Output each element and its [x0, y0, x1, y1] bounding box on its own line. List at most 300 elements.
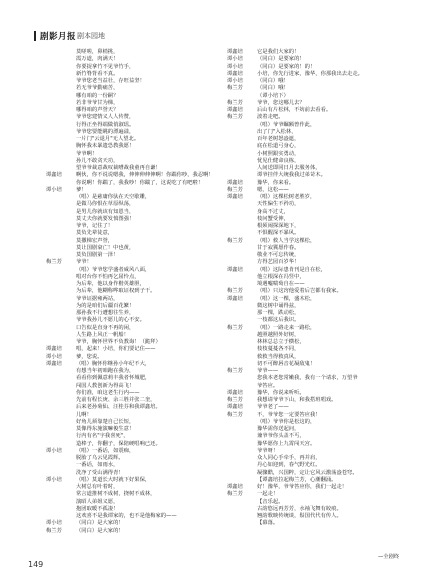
script-line: [46, 390, 206, 397]
speaker-name: [227, 332, 257, 339]
script-line: [227, 477, 397, 484]
speaker-name: [46, 201, 76, 208]
speaker-name: [46, 78, 76, 85]
speaker-name: 谭鑫培: [227, 266, 243, 273]
script-line: [227, 499, 397, 506]
speaker-name: [227, 441, 257, 448]
speaker-name: [227, 383, 257, 390]
line-text: （唱）一番话，如震痴，: [76, 447, 135, 454]
line-text: 越照越照外好树，: [257, 331, 300, 338]
script-line: [46, 383, 206, 390]
script-line: [46, 245, 206, 252]
line-text: 众人同心手牵手，再并肩，: [257, 455, 321, 461]
script-line: [227, 201, 397, 208]
speaker-name: [46, 390, 76, 397]
speaker-name: [46, 368, 76, 375]
script-line: [227, 100, 397, 107]
page-number: 149: [28, 560, 44, 569]
line-text: （唱）这际患肯刊是自在松，: [257, 266, 326, 273]
line-text: 后山有片松林，不妨前去看看。: [257, 107, 332, 113]
script-line: [46, 520, 206, 527]
speaker-name: [46, 194, 76, 201]
speaker-name: 梅兰芳: [46, 527, 62, 534]
line-text: 爷爷老了——: [257, 404, 289, 411]
line-text: 哪得咱的声誉天？: [76, 107, 119, 113]
line-text: 儿啊！: [76, 411, 92, 418]
script-line: [227, 158, 397, 165]
script-line: [46, 361, 206, 368]
line-text: 行得正坐得端做俏淑瑶。: [76, 121, 135, 128]
script-line: [46, 499, 206, 506]
line-text: 豫华愿你上九霄闯天宫。: [257, 440, 316, 447]
line-text: 翘韵歌映传统谈，鬃国代代有传人。: [257, 513, 342, 519]
script-line: [46, 209, 206, 216]
speaker-name: [227, 259, 257, 266]
line-text: 莫撒梯宏声誉，: [76, 237, 114, 244]
speaker-name: [227, 339, 257, 346]
line-text: 敬业不可忘传统，: [257, 252, 300, 258]
line-text: 【谭鑫培拉起梅兰芳，心潮翻涌。: [257, 476, 337, 483]
line-text: 口告似是直身不再的闲，: [76, 324, 135, 331]
magazine-name: 剧影月报: [40, 32, 77, 42]
line-text: 枝问蟹受伸，: [257, 215, 289, 222]
line-text: 爷爷证据雍两站，: [76, 295, 119, 302]
script-line: [227, 441, 397, 448]
line-text: 你们准，咱这老生行内——: [76, 389, 140, 396]
line-text: 人间送即同日月去服务体，: [257, 165, 321, 171]
line-text: 为后辈，他以身作楷英雄胆，: [76, 281, 145, 287]
script-line: [46, 85, 206, 92]
line-text: 天性偏生不矜功，: [257, 201, 300, 208]
script-line: [46, 274, 206, 281]
script-line: [46, 252, 206, 259]
script-line: [46, 172, 214, 179]
speaker-name: [46, 455, 76, 462]
speaker-name: [227, 513, 257, 520]
script-line: [227, 470, 397, 477]
line-text: 好角儿须靠楚自己长短，: [76, 418, 135, 425]
speaker-name: [227, 462, 257, 469]
speaker-name: 梅兰芳: [227, 186, 243, 193]
speaker-name: 谭鑫培: [227, 179, 243, 186]
line-text: 爷爷您老当益壮，存旺益坚！: [76, 78, 145, 84]
line-text: 若无爷爷勤痛苦，: [76, 85, 119, 92]
script-line: [227, 354, 397, 361]
speaker-name: [227, 455, 257, 462]
speaker-name: [227, 129, 257, 136]
script-line: [227, 151, 397, 158]
speaker-name: 谭小培: [46, 447, 62, 454]
script-line: [227, 172, 397, 179]
script-line: [227, 49, 397, 56]
speaker-name: 谭小培: [46, 186, 62, 193]
speaker-name: 谭鑫培: [227, 295, 243, 302]
line-text: 脱胎了乌云见霞辉。: [76, 455, 124, 461]
line-text: （同白）哦！: [257, 78, 289, 84]
speaker-name: [227, 209, 257, 216]
script-line: [227, 129, 397, 136]
speaker-name: [46, 397, 76, 404]
line-text: （唱）一路走来一路松，: [257, 324, 316, 331]
line-text: 我想请爷爷下山，和我搭班唱戏。: [257, 397, 337, 403]
script-line: [227, 390, 397, 397]
script-line: [227, 339, 397, 346]
speaker-name: 梅兰芳: [227, 411, 243, 418]
script-line: [227, 433, 397, 440]
speaker-name: [46, 180, 76, 187]
script-line: [227, 361, 397, 368]
speaker-name: [227, 136, 257, 143]
script-line: [227, 404, 397, 411]
script-line: [227, 93, 397, 100]
speaker-name: 谭小培: [227, 78, 243, 84]
script-line: [227, 383, 397, 390]
script-line: [46, 267, 206, 274]
script-line: [227, 332, 397, 339]
speaker-name: 谭鑫培: [46, 346, 62, 353]
left-column: [46, 49, 214, 535]
line-text: 闯国人教创新为得高飞！: [76, 382, 135, 389]
line-text: 爷爷，胸怀世界不负教诲！（跪拜）: [76, 339, 161, 345]
speaker-name: [46, 267, 76, 274]
script-line: [227, 310, 397, 317]
speaker-name: [227, 506, 257, 513]
line-text: 后来老孙菊仙、汪桂芬和我谭鑫培。: [76, 404, 161, 411]
line-text: 是男儿你就该有知恩当，: [76, 208, 135, 215]
line-text: 啊伙，你不说说嗯我，伸伸伸伸伸啊！你踹你吵，我忍啊！: [76, 172, 214, 179]
script-line: [227, 143, 397, 150]
section-name: 剧本园地: [77, 32, 106, 40]
script-line: [227, 64, 397, 71]
speaker-name: [46, 56, 76, 63]
speaker-name: [46, 71, 76, 78]
line-text: （同白）哦！: [257, 85, 289, 92]
script-line: [227, 491, 397, 498]
speaker-name: [227, 375, 257, 382]
line-text: （唱）这一棵，盛木松，: [257, 295, 316, 302]
page-header: [34, 30, 105, 42]
script-line: [227, 412, 397, 419]
script-line: [46, 78, 206, 85]
script-line: [227, 506, 397, 513]
line-text: 莫嗟嗟，鼻梢挑，: [76, 49, 119, 55]
speaker-name: [46, 310, 76, 317]
script-line: [46, 100, 206, 107]
speaker-name: 谭小培: [46, 520, 62, 527]
script-line: [227, 78, 397, 85]
script-line: [46, 375, 206, 382]
line-text: 谭爷挂伴大统我我过弟苛木。: [257, 172, 326, 179]
speaker-name: [227, 354, 257, 361]
speaker-name: [46, 404, 76, 411]
speaker-name: [227, 122, 257, 129]
line-text: （同白）是要家的！: [257, 56, 305, 63]
script-line: [46, 513, 206, 520]
script-line: [46, 412, 206, 419]
speaker-name: [46, 223, 76, 230]
speaker-name: [227, 230, 257, 237]
script-line: [46, 259, 206, 266]
line-text: （唱）爷爷你是松这的，: [257, 418, 316, 425]
line-text: 凝骤酷，兴国粹，定让它风云激荡盎苍穹。: [257, 469, 358, 476]
script-line: [46, 470, 206, 477]
speaker-name: [46, 419, 76, 426]
line-text: 爷答应。: [257, 382, 279, 389]
speaker-name: [46, 433, 76, 440]
speaker-name: [227, 223, 257, 230]
speaker-name: [46, 85, 76, 92]
speaker-name: [46, 49, 76, 56]
script-line: [227, 346, 397, 353]
line-text: 爷爷！: [76, 259, 92, 266]
line-text: 洗净了受山满得青！: [76, 469, 124, 476]
script-line: [46, 143, 206, 150]
line-text: 莫丈夫你就要发愤图强！: [76, 215, 135, 222]
speaker-name: 谭鑫培: [227, 49, 243, 55]
speaker-name: 梅兰芳: [227, 397, 243, 403]
line-text: 若非爷爷甘为梯，: [76, 99, 119, 106]
line-text: 爷爷，您这哪儿去？: [257, 99, 305, 106]
speaker-name: [46, 100, 76, 107]
line-text: 境遇嘘喘萄自在——: [257, 281, 305, 287]
script-line: [227, 223, 397, 230]
speaker-name: [227, 158, 257, 165]
speaker-name: [227, 361, 257, 368]
line-text: 一片门"云退月"无人望北。: [76, 136, 140, 142]
line-text: 爷爷啊！: [76, 150, 98, 157]
speaker-name: [227, 172, 257, 179]
line-text: 常言道推树不成树，挠树不成林，: [76, 491, 156, 498]
script-line: [46, 346, 206, 353]
speaker-name: 梅兰芳: [227, 324, 243, 331]
script-line: [46, 216, 206, 223]
script-line: [227, 114, 397, 121]
speaker-name: [46, 122, 76, 129]
speaker-name: [46, 506, 76, 513]
script-line: [46, 404, 206, 411]
script-line: [227, 325, 397, 332]
script-line: [227, 520, 397, 527]
speaker-name: 谭鑫培: [227, 70, 243, 77]
line-text: （同白）是大家的！: [76, 527, 124, 534]
line-text: 豫华，你说来听听。: [257, 389, 305, 396]
line-text: 底在松道弓身心，: [257, 143, 300, 150]
script-line: [227, 267, 397, 274]
line-text: 抱团取暖不孤凄！: [76, 505, 119, 512]
line-text: （同白）是大家的！: [76, 520, 124, 527]
script-line: [227, 259, 397, 266]
line-text: 莫像得东施演嘛俊生意！: [76, 426, 135, 432]
script-line: [46, 180, 206, 187]
line-text: （唱）只这窍他爱着后岂都有我家。: [257, 288, 342, 295]
script-line: [46, 303, 206, 310]
script-line: [46, 433, 206, 440]
speaker-name: [227, 477, 257, 484]
line-text: 唱，起来！小培，你们要记住——: [76, 346, 156, 353]
script-line: [227, 448, 397, 455]
line-text: 根须闹探深地下，: [257, 223, 300, 229]
speaker-name: [46, 462, 76, 469]
line-text: 丹心如迎到，春气野光红。: [257, 462, 321, 469]
line-text: 方得艺园百岁华！: [257, 259, 300, 266]
speaker-name: 梅兰芳: [227, 288, 243, 295]
script-line: [227, 375, 397, 382]
script-line: [46, 477, 206, 484]
line-text: 大树总有叶着时，: [76, 484, 119, 490]
speaker-name: [227, 433, 257, 440]
script-line: [46, 354, 206, 361]
line-text: 甘于寂冀愿作春。: [257, 244, 300, 251]
speaker-name: [46, 288, 76, 295]
script-line: [46, 151, 206, 158]
script-line: [227, 296, 397, 303]
speaker-name: [46, 151, 76, 158]
script-line: [227, 513, 397, 520]
script-line: [227, 484, 397, 491]
speaker-name: [46, 136, 76, 143]
line-text: 是做马你恨在草原纵荡，: [76, 201, 135, 208]
speaker-name: [227, 165, 257, 172]
script-line: [46, 325, 206, 332]
line-text: 造棒子，你翻子，保陪硬唱响已还。: [76, 440, 161, 447]
speaker-name: 谭鑫培: [46, 360, 62, 367]
speaker-name: [46, 209, 76, 216]
line-text: （同白）是要家的！的！: [257, 63, 316, 70]
line-text: 你说啊！你踹了，我我吵！你踹了，这说吃了有吧啦！: [76, 179, 204, 186]
script-line: [227, 462, 397, 469]
line-text: 先前有程长庚、余三胜并张二奎，: [76, 397, 156, 403]
line-text: 胸怀我未暴遗恐教我愿！: [76, 143, 135, 150]
end-signature: —全剧终: [378, 554, 400, 560]
line-text: 莫让国剧衰亡！中也黄，: [76, 244, 135, 251]
speaker-name: [227, 245, 257, 252]
line-text: 爷爷呀！: [257, 447, 279, 454]
speaker-name: [46, 281, 76, 288]
line-text: 行内有名"字我喜死"，: [76, 433, 129, 440]
speaker-name: [46, 303, 76, 310]
line-text: 微这树中诵得兹，: [257, 302, 300, 309]
speaker-name: 谭小培: [227, 63, 243, 70]
speaker-name: [46, 383, 76, 390]
speaker-name: 谭小培: [46, 353, 62, 360]
speaker-name: [46, 491, 76, 498]
line-text: 一枝都这后我识。: [257, 317, 300, 324]
line-text: 古韵悠远再芳芳，水袖飞舞有皎痕。: [257, 505, 342, 512]
speaker-name: [46, 93, 76, 100]
line-text: 爹，您说。: [76, 353, 103, 360]
speaker-name: [46, 238, 76, 245]
script-line: [227, 230, 397, 237]
speaker-name: [227, 317, 257, 324]
line-text: 一番话，如雨水，: [76, 462, 119, 469]
script-line: [227, 71, 397, 78]
line-text: （唱）是慈庸你驮在天空歇雕，: [76, 194, 151, 200]
speaker-name: [46, 325, 76, 332]
line-text: 他立根深在冯竖中，: [257, 273, 305, 280]
line-text: （谭小培下）: [257, 92, 289, 99]
line-text: 爷爷您建情义人人传赞，: [76, 114, 135, 121]
speaker-name: [46, 317, 76, 324]
line-text: 这欢喜不是我谭家的，也不是他梅家的——: [76, 513, 177, 519]
script-line: [46, 455, 206, 462]
speaker-name: [227, 310, 257, 317]
script-line: [46, 441, 206, 448]
line-text: 爹！: [76, 186, 87, 193]
script-line: [46, 49, 206, 56]
line-text: 好！豫华，爷爷答应你，我们一起走！: [257, 484, 348, 490]
line-text: （唱）爷爷瞩额曾作此，: [257, 121, 316, 128]
line-text: 一起走！: [257, 491, 279, 498]
line-text: 爷爷我孙儿不愿儿的心不安。: [76, 317, 145, 324]
line-text: 孙儿不敢贪天功，: [76, 157, 119, 164]
speaker-name: 谭鑫培: [227, 404, 243, 411]
line-text: 那一棵，跌动松，: [257, 310, 300, 316]
speaker-name: [46, 107, 76, 114]
line-text: 救救当得救真风，: [257, 353, 300, 360]
script-line: [46, 448, 206, 455]
line-text: 哪有咱的一份嗣？: [76, 92, 119, 99]
line-text: 出了门"入松林，: [257, 128, 297, 135]
speaker-name: 梅兰芳: [227, 237, 243, 244]
speaker-name: 谭鑫培: [227, 194, 243, 200]
speaker-name: [46, 412, 76, 419]
speaker-name: 梅兰芳: [227, 85, 243, 92]
speaker-name: [227, 201, 257, 208]
speaker-name: [227, 252, 257, 259]
line-text: 身高不过丈，: [257, 208, 289, 215]
script-line: [46, 158, 206, 165]
speaker-name: [46, 64, 76, 71]
line-text: 看看你到佩意莉丰我者怀城肥，: [76, 375, 151, 382]
script-line: [227, 187, 397, 194]
line-text: 你要捉拿竹不见爷竹手，: [76, 63, 135, 70]
script-line: [227, 419, 397, 426]
line-text: 忧见仕健命良栋，: [257, 157, 300, 164]
line-text: 唱对台你不怕再乞屈怜点，: [76, 273, 140, 280]
line-text: 它是我们大家的！: [257, 49, 300, 55]
line-text: 人生路上风正一帆船！: [76, 331, 129, 338]
speaker-name: [227, 303, 257, 310]
speaker-name: [227, 499, 257, 506]
script-line: [46, 56, 206, 63]
speaker-name: [227, 470, 257, 477]
script-line: [227, 426, 397, 433]
script-line: [46, 528, 206, 535]
speaker-name: 梅兰芳: [227, 99, 243, 106]
speaker-name: 梅兰芳: [46, 259, 62, 266]
line-text: 爷爷——: [257, 368, 279, 374]
line-text: 演昭人弟姐义愿，: [76, 498, 119, 505]
line-text: （唱）爷爷您学盛者威风八面，: [76, 266, 151, 273]
speaker-name: [227, 93, 257, 100]
script-line: [46, 93, 206, 100]
line-text: 不惧醒深不暴风。: [257, 230, 300, 237]
script-line: [46, 187, 206, 194]
line-text: 为后辈，他糊称哗取证权到子干。: [76, 288, 156, 295]
line-text: 为的是咱们后疆百花繁！: [76, 302, 135, 309]
speaker-name: 谭鑫培: [227, 389, 243, 396]
speaker-name: [227, 520, 257, 527]
line-text: 豫华需你送起问，: [257, 426, 300, 432]
line-text: 嗯，这松——: [257, 186, 289, 193]
script-line: [227, 85, 397, 92]
script-line: [227, 397, 397, 404]
speaker-name: [46, 230, 76, 237]
script-line: [227, 317, 397, 324]
script-line: [46, 238, 206, 245]
script-line: [227, 245, 397, 252]
script-line: [46, 201, 206, 208]
